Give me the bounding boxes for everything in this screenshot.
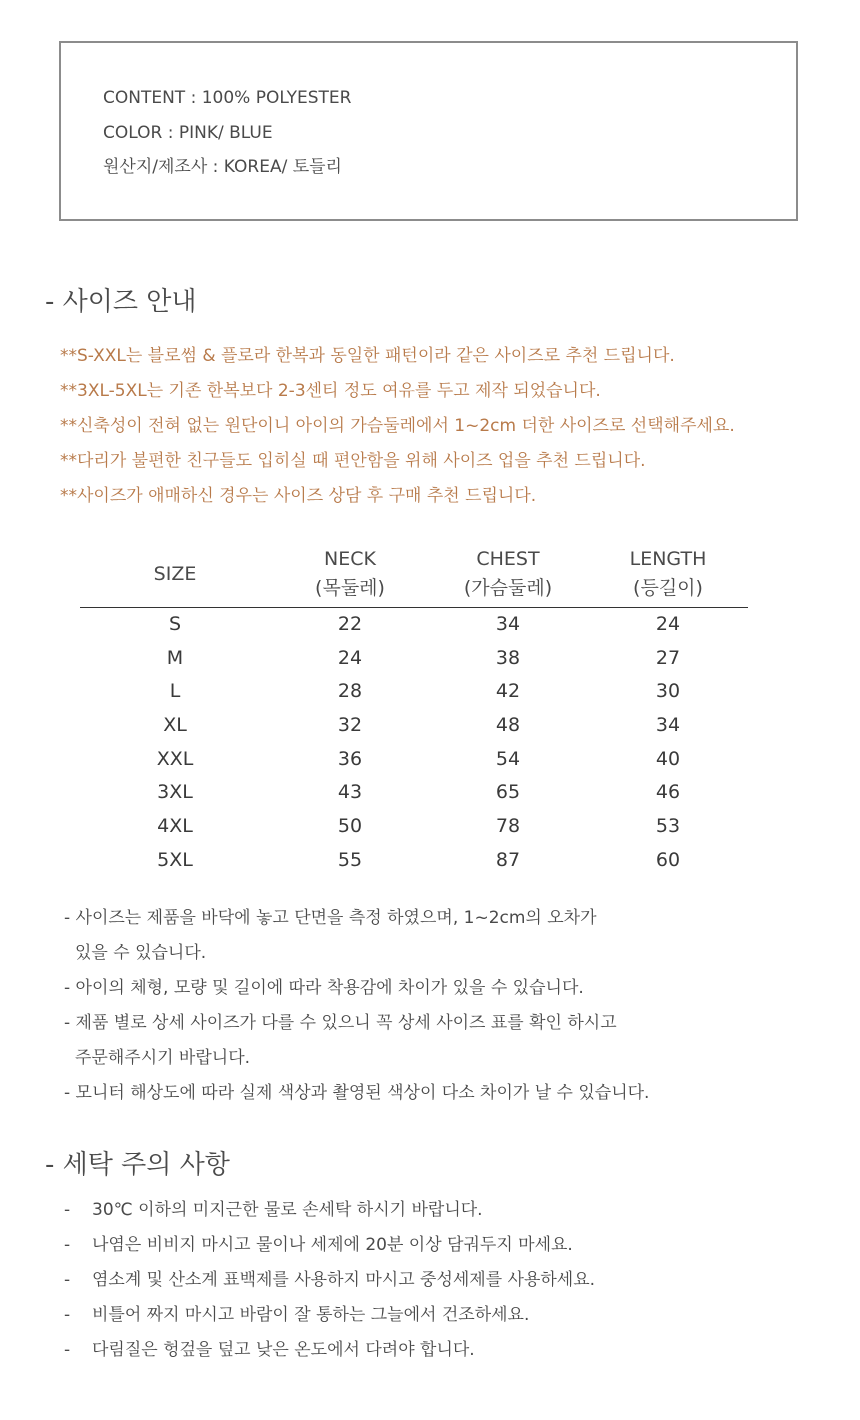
cell-size: XXL <box>156 747 194 770</box>
cell-chest: 65 <box>495 781 521 804</box>
wash-item: 비틀어 짜지 마시고 바람이 잘 통하는 그늘에서 건조하세요. <box>92 1305 530 1325</box>
disclaimer-line: - 모니터 해상도에 따라 실제 색상과 촬영된 색상이 다소 차이가 날 수 있습니다. <box>64 1083 650 1103</box>
header-chest <box>448 545 568 603</box>
wash-item: 나염은 비비지 마시고 물이나 세제에 20분 이상 담궈두지 마세요. <box>92 1235 573 1255</box>
cell-neck: 55 <box>337 848 363 871</box>
cell-size: L <box>169 680 181 703</box>
header-length <box>608 545 728 603</box>
size-table-header <box>80 545 748 608</box>
header-chest-sub: (가슴둘레) <box>463 577 553 599</box>
cell-neck: 24 <box>337 646 363 669</box>
size-guide-title: - 사이즈 안내 <box>45 287 197 317</box>
content-info: CONTENT : 100% POLYESTER <box>103 88 352 108</box>
cell-chest: 78 <box>495 815 521 838</box>
cell-length: 30 <box>655 680 681 703</box>
wash-dash: - <box>64 1340 71 1360</box>
size-table <box>80 545 748 878</box>
cell-length: 34 <box>655 714 681 737</box>
header-neck-label: NECK <box>324 548 376 570</box>
cell-chest: 87 <box>495 848 521 871</box>
cell-size: 4XL <box>157 815 193 838</box>
cell-size: XL <box>163 714 187 737</box>
header-length-sub: (등길이) <box>633 577 703 599</box>
wash-item: 30℃ 이하의 미지근한 물로 손세탁 하시기 바랍니다. <box>92 1200 483 1220</box>
size-table-body <box>80 608 748 878</box>
cell-size: 3XL <box>157 781 193 804</box>
wash-dash: - <box>64 1235 71 1255</box>
cell-length: 27 <box>655 646 681 669</box>
size-note: **다리가 불편한 친구들도 입히실 때 편안함을 위해 사이즈 업을 추천 드립니다. <box>60 451 646 471</box>
table-row <box>80 844 748 878</box>
cell-neck: 22 <box>337 613 363 635</box>
cell-chest: 54 <box>495 747 521 770</box>
cell-length: 24 <box>655 613 681 635</box>
disclaimer-line: 주문해주시기 바랍니다. <box>75 1048 251 1068</box>
wash-item: 염소계 및 산소계 표백제를 사용하지 마시고 중성세제를 사용하세요. <box>92 1270 596 1290</box>
size-note: **S-XXL는 블로썸 & 플로라 한복과 동일한 패턴이라 같은 사이즈로 추천 드립니다. <box>60 346 675 366</box>
header-neck-sub: (목둘레) <box>315 577 385 599</box>
cell-length: 53 <box>655 815 681 838</box>
cell-size: M <box>166 646 184 669</box>
cell-chest: 48 <box>495 714 521 737</box>
size-note: **사이즈가 애매하신 경우는 사이즈 상담 후 구매 추천 드립니다. <box>60 486 537 506</box>
wash-dash: - <box>64 1270 71 1290</box>
cell-size: 5XL <box>157 848 193 871</box>
table-row <box>80 743 748 777</box>
table-row <box>80 642 748 676</box>
cell-chest: 34 <box>495 613 521 635</box>
disclaimer-line: - 아이의 체형, 모량 및 길이에 따라 착용감에 차이가 있을 수 있습니다. <box>64 978 584 998</box>
cell-neck: 43 <box>337 781 363 804</box>
product-info-box <box>59 41 798 221</box>
wash-dash: - <box>64 1200 71 1220</box>
color-info: COLOR : PINK/ BLUE <box>103 123 273 143</box>
wash-item: 다림질은 헝겊을 덮고 낮은 온도에서 다려야 합니다. <box>92 1340 475 1360</box>
cell-neck: 36 <box>337 747 363 770</box>
disclaimer-line: 있을 수 있습니다. <box>75 943 207 963</box>
washing-title: - 세탁 주의 사항 <box>45 1150 230 1180</box>
header-size: SIZE <box>153 563 197 585</box>
cell-size: S <box>168 613 182 635</box>
origin-info: 원산지/제조사 : KOREA/ 토들리 <box>103 157 342 177</box>
size-note: **신축성이 전혀 없는 원단이니 아이의 가슴둘레에서 1~2cm 더한 사이즈로 선택해주세요. <box>60 416 735 436</box>
header-neck <box>290 545 410 603</box>
table-row <box>80 675 748 709</box>
wash-dash: - <box>64 1305 71 1325</box>
cell-chest: 42 <box>495 680 521 703</box>
size-note: **3XL-5XL는 기존 한복보다 2-3센티 정도 여유를 두고 제작 되었습니다. <box>60 381 601 401</box>
table-row <box>80 810 748 844</box>
table-row <box>80 776 748 810</box>
cell-neck: 28 <box>337 680 363 703</box>
cell-length: 60 <box>655 848 681 871</box>
cell-chest: 38 <box>495 646 521 669</box>
table-row <box>80 709 748 743</box>
disclaimer-line: - 제품 별로 상세 사이즈가 다를 수 있으니 꼭 상세 사이즈 표를 확인 하시고 <box>64 1013 617 1033</box>
header-chest-label: CHEST <box>476 548 540 570</box>
cell-neck: 32 <box>337 714 363 737</box>
cell-neck: 50 <box>337 815 363 838</box>
cell-length: 46 <box>655 781 681 804</box>
header-length-label: LENGTH <box>629 548 707 570</box>
table-row <box>80 608 748 642</box>
disclaimer-line: - 사이즈는 제품을 바닥에 놓고 단면을 측정 하였으며, 1~2cm의 오차가 <box>64 908 597 928</box>
cell-length: 40 <box>655 747 681 770</box>
